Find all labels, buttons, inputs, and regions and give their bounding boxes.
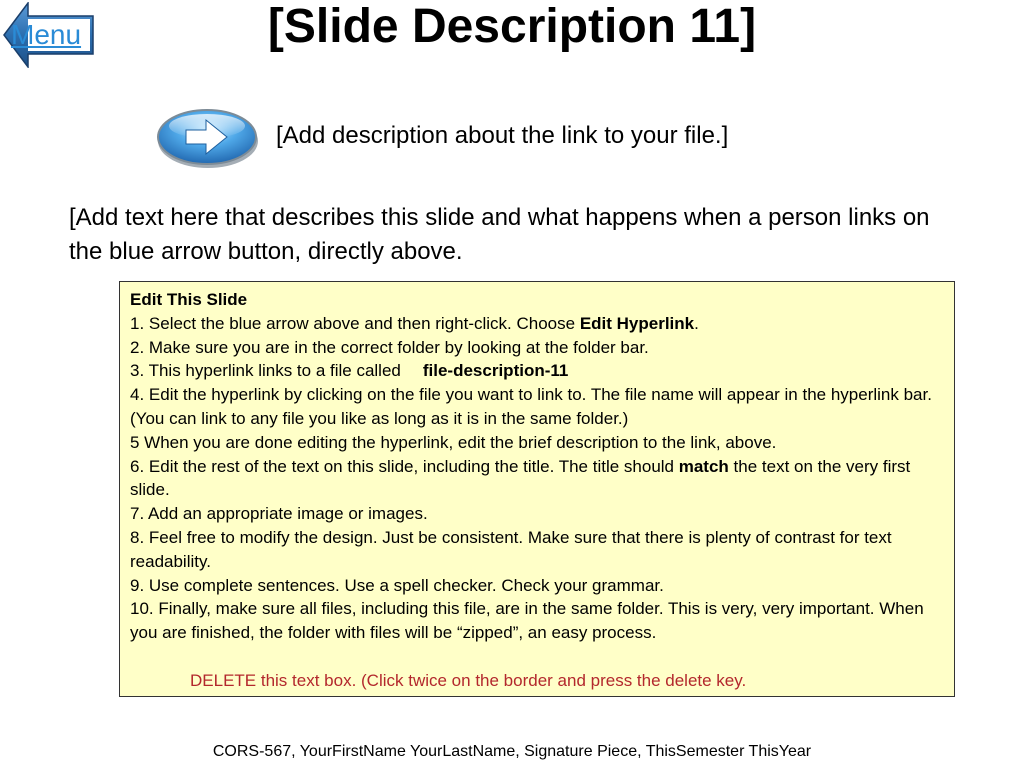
instruction-step-4: 4. Edit the hyperlink by clicking on the file you want to link to. The file name will appear in the hyperlink bar. (You can link to any file you like as long as it is in the same folder.)	[130, 385, 932, 428]
edit-instructions-box[interactable]	[119, 281, 955, 697]
instruction-step-10: 10. Finally, make sure all files, including this file, are in the same folder. This is very, very important. When you are finished, the folder with files will be “zipped”, an easy process.	[130, 599, 924, 643]
step-3-text: 3. This hyperlink links to a file called	[130, 361, 401, 381]
step-1-bold: Edit Hyperlink	[579, 313, 695, 333]
page-title: [Slide Description 11]	[267, 0, 757, 53]
instruction-step-3	[130, 359, 944, 383]
slide-text: [Add text here that describes this slide and what happens when a person links on the blue arrow button, directly above.	[69, 204, 930, 265]
arrow-right-icon	[156, 106, 260, 170]
step-6-text: 6. Edit the rest of the text on this slide, including the title. The title should	[130, 456, 679, 476]
step-1-end: .	[694, 313, 699, 333]
menu-link[interactable]: Menu	[11, 19, 82, 50]
delete-note: DELETE this text box. (Click twice on the border and press the delete key.	[190, 670, 747, 690]
instruction-step-8: 8. Feel free to modify the design. Just be consistent. Make sure that there is plenty of contrast for text readability.	[130, 527, 892, 571]
instruction-step-2: 2. Make sure you are in the correct folder by looking at the folder bar.	[130, 337, 649, 357]
file-link-button[interactable]	[156, 106, 260, 170]
instruction-step-7: 7. Add an appropriate image or images.	[130, 504, 428, 524]
instruction-step-6	[130, 455, 944, 503]
edit-box-heading: Edit This Slide	[130, 290, 248, 309]
instruction-step-9: 9. Use complete sentences. Use a spell checker. Check your grammar.	[130, 575, 664, 595]
step-1-text: 1. Select the blue arrow above and then right-click. Choose	[130, 313, 580, 333]
instruction-step-1	[130, 312, 944, 336]
step-6-end: the text on the very first slide.	[130, 456, 911, 500]
footer-text: CORS-567, YourFirstName YourLastName, Signature Piece, ThisSemester ThisYear	[212, 743, 812, 760]
link-description: [Add description about the link to your file.]	[276, 122, 729, 149]
step-3-filename: file-description-11	[422, 361, 569, 381]
step-6-bold: match	[678, 456, 729, 476]
instruction-step-5: 5 When you are done editing the hyperlink, edit the brief description to the link, above.	[130, 432, 777, 452]
